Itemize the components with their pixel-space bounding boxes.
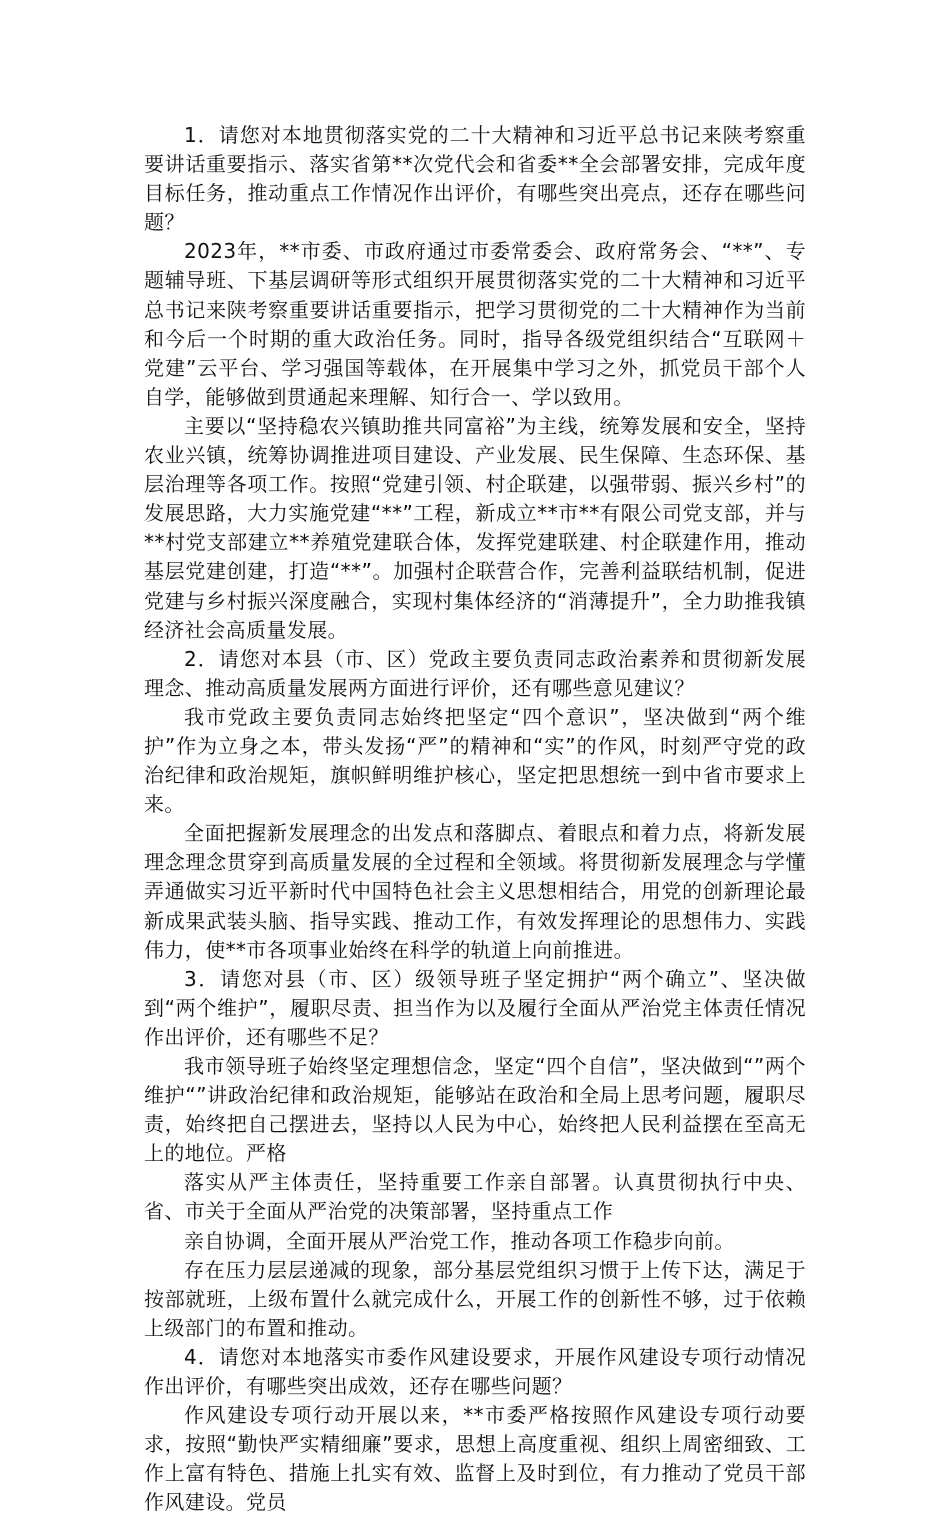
paragraph: 我市领导班子始终坚定理想信念，坚定“四个自信”，坚决做到“”两个维护“”讲政治纪律和政治规矩，能够站在政治和全局上思考问题，履职尽责，始终把自己摆进去，坚持以人民为中心，始终把人民利益摆在至高无上的地位。严格 <box>144 1054 806 1166</box>
paragraph: 存在压力层层递减的现象，部分基层党组织习惯于上传下达，满足于按部就班，上级布置什么就完成什么，开展工作的创新性不够，过于依赖上级部门的布置和推动。 <box>144 1257 806 1340</box>
paragraph: 4．请您对本地落实市委作风建设要求，开展作风建设专项行动情况作出评价，有哪些突出成效，还存在哪些问题？ <box>144 1344 806 1399</box>
paragraph: 作风建设专项行动开展以来，**市委严格按照作风建设专项行动要求，按照“勤快严实精细廉”要求，思想上高度重视、组织上周密细致、工作上富有特色、措施上扎实有效、监督上及时到位，有力推动了党员干部作风建设。党员 <box>144 1403 806 1515</box>
paragraph: 1．请您对本地贯彻落实党的二十大精神和习近平总书记来陕考察重要讲话重要指示、落实省第**次党代会和省委**全会部署安排，完成年度目标任务，推动重点工作情况作出评价，有哪些突出亮点，还存在哪些问题？ <box>144 123 806 235</box>
paragraph: 全面把握新发展理念的出发点和落脚点、着眼点和着力点，将新发展理念理念贯穿到高质量发展的全过程和全领域。将贯彻新发展理念与学懂弄通做实习近平新时代中国特色社会主义思想相结合，用党的创新理论最新成果武装头脑、指导实践、推动工作，有效发挥理论的思想伟力、实践伟力，使**市各项事业始终在科学的轨道上向前推进。 <box>144 821 806 962</box>
document-body <box>144 121 806 1518</box>
paragraph: 亲自协调，全面开展从严治党工作，推动各项工作稳步向前。 <box>184 1228 735 1253</box>
paragraph: 2．请您对本县（市、区）党政主要负责同志政治素养和贯彻新发展理念、推动高质量发展两方面进行评价，还有哪些意见建议？ <box>144 646 806 700</box>
paragraph: 我市党政主要负责同志始终把坚定“四个意识”，坚决做到“两个维护”作为立身之本，带头发扬“严”的精神和“实”的作风，时刻严守党的政治纪律和政治规矩，旗帜鲜明维护核心，坚定把思想统一到中省市要求上来。 <box>144 704 806 817</box>
paragraph: 落实从严主体责任，坚持重要工作亲自部署。认真贯彻执行中央、省、市关于全面从严治党的决策部署，坚持重点工作 <box>144 1170 806 1224</box>
paragraph: 3．请您对县（市、区）级领导班子坚定拥护“两个确立”、坚决做到“两个维护”，履职尽责、担当作为以及履行全面从严治党主体责任情况作出评价，还有哪些不足？ <box>144 966 806 1049</box>
paragraph: 2023年，**市委、市政府通过市委常委会、政府常务会、“**”、专题辅导班、下基层调研等形式组织开展贯彻落实党的二十大精神和习近平总书记来陕考察重要讲话重要指示，把学习贯彻党的二十大精神作为当前和今后一个时期的重大政治任务。同时，指导各级党组织结合“互联网＋党建”云平台、学习强国等载体，在开展集中学习之外，抓党员干部个人自学，能够做到贯通起来理解、知行合一、学以致用。 <box>144 239 806 409</box>
paragraph: 主要以“坚持稳农兴镇助推共同富裕”为主线，统筹发展和安全，坚持农业兴镇，统筹协调推进项目建设、产业发展、民生保障、生态环保、基层治理等各项工作。按照“党建引领、村企联建，以强带弱、振兴乡村”的发展思路，大力实施党建“**”工程，新成立**市**有限公司党支部，并与**村党支部建立**养殖党建联合体，发挥党建联建、村企联建作用，推动基层党建创建，打造“**”。加强村企联营合作，完善利益联结机制，促进党建与乡村振兴深度融合，实现村集体经济的“消薄提升”，全力助推我镇经济社会高质量发展。 <box>144 413 806 642</box>
